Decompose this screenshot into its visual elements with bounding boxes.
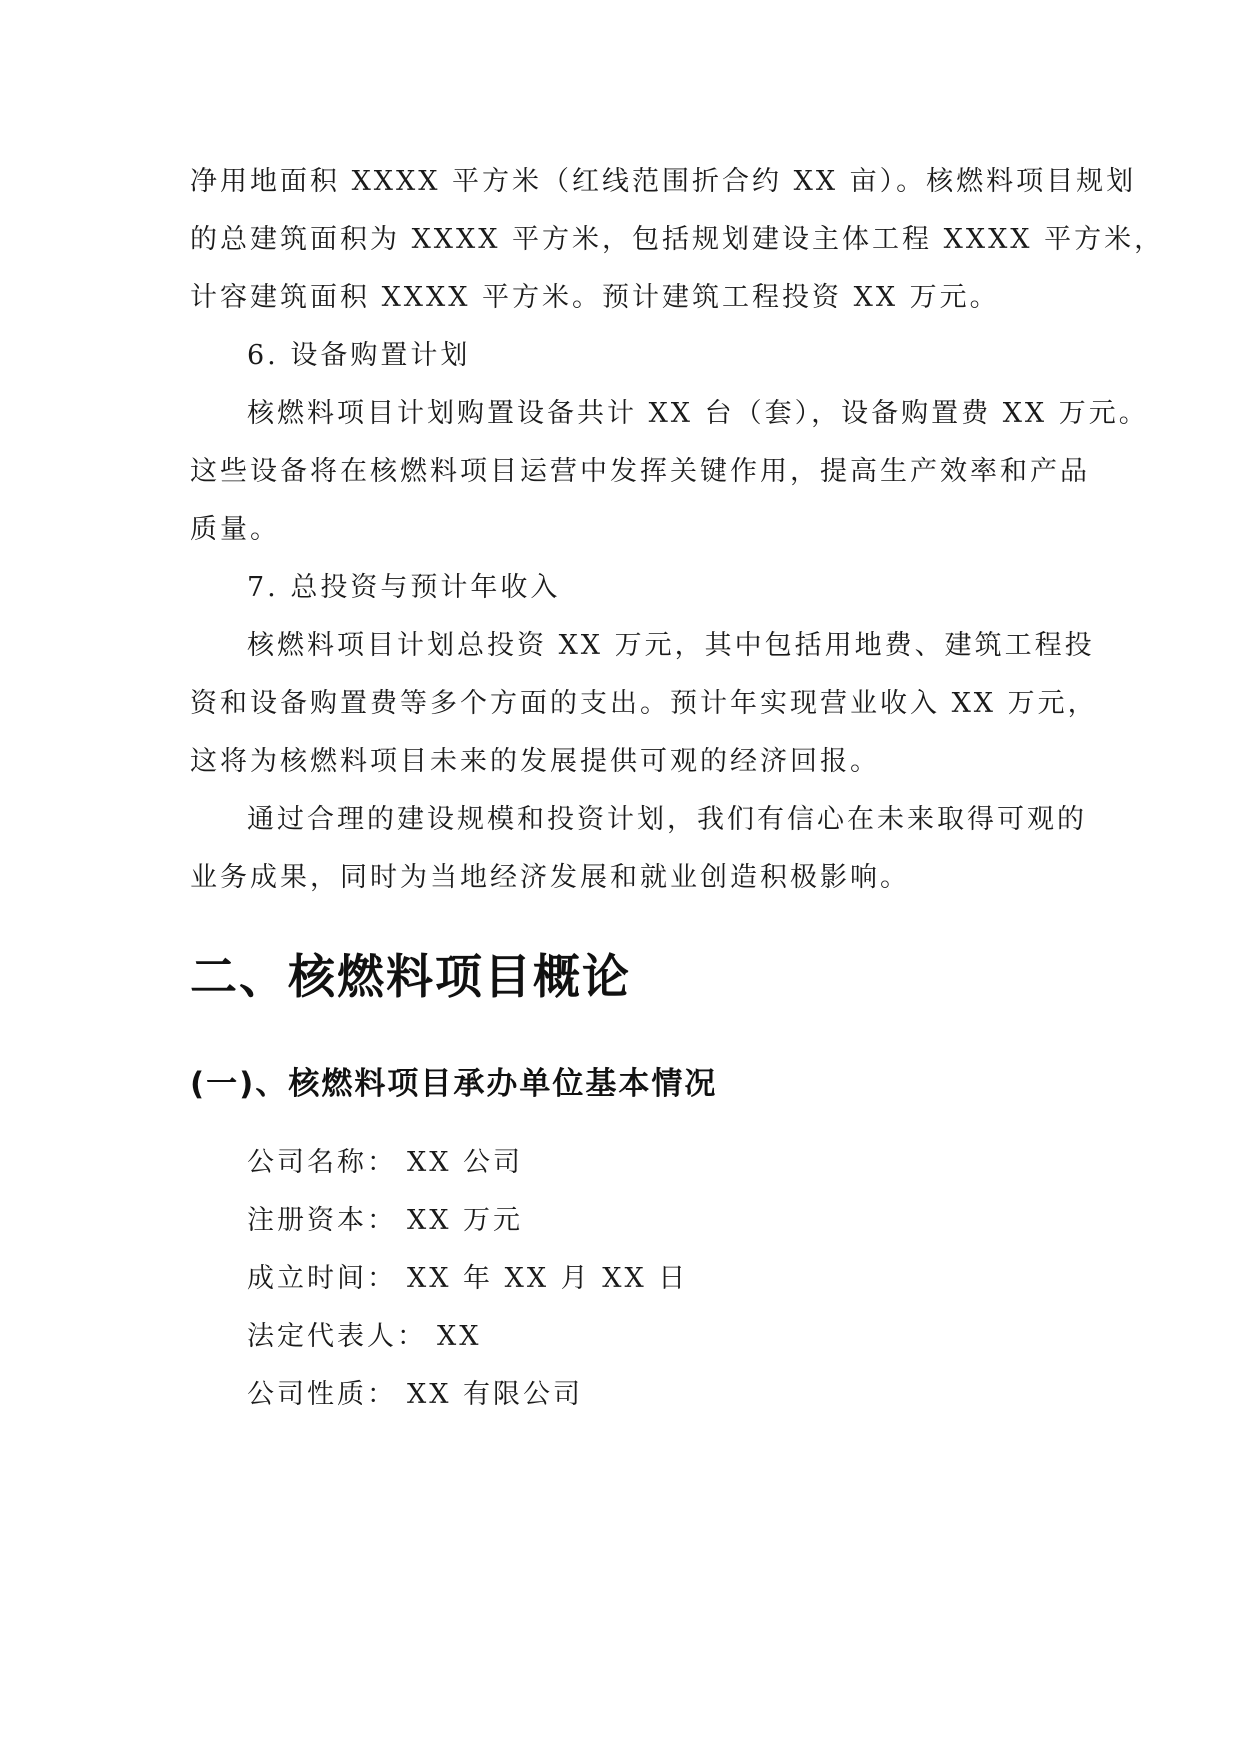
section-7-heading: 7. 总投资与预计年收入: [247, 572, 561, 603]
company-name-value: XX 公司: [407, 1147, 524, 1178]
legal-representative-label: 法定代表人：: [247, 1321, 427, 1352]
legal-representative-value: XX: [437, 1321, 482, 1352]
section-6-line-2: 这些设备将在核燃料项目运营中发挥关键作用，提高生产效率和产品: [190, 456, 1090, 487]
company-type-value: XX 有限公司: [407, 1379, 584, 1410]
section-6-line-3: 质量。: [190, 514, 280, 545]
company-name-label: 公司名称：: [247, 1147, 397, 1178]
chapter-title: 二、核燃料项目概论: [190, 950, 631, 1005]
section-6-heading: 6. 设备购置计划: [247, 340, 471, 371]
section-7-line-1: 核燃料项目计划总投资 XX 万元，其中包括用地费、建筑工程投: [247, 630, 1095, 661]
registered-capital-row: [247, 1201, 523, 1241]
company-name-row: [247, 1143, 523, 1183]
intro-line-2: 的总建筑面积为 XXXX 平方米，包括规划建设主体工程 XXXX 平方米，: [190, 224, 1165, 255]
founded-date-value: XX 年 XX 月 XX 日: [407, 1263, 689, 1294]
legal-representative-row: [247, 1317, 481, 1357]
closing-line-1: 通过合理的建设规模和投资计划，我们有信心在未来取得可观的: [247, 804, 1087, 835]
registered-capital-label: 注册资本：: [247, 1205, 397, 1236]
intro-line-1: 净用地面积 XXXX 平方米（红线范围折合约 XX 亩）。核燃料项目规划: [190, 166, 1137, 197]
section-7-line-3: 这将为核燃料项目未来的发展提供可观的经济回报。: [190, 746, 880, 777]
section-6-line-1: 核燃料项目计划购置设备共计 XX 台（套），设备购置费 XX 万元。: [247, 398, 1149, 429]
founded-date-label: 成立时间：: [247, 1263, 397, 1294]
registered-capital-value: XX 万元: [407, 1205, 524, 1236]
section-7-line-2: 资和设备购置费等多个方面的支出。预计年实现营业收入 XX 万元，: [190, 688, 1098, 719]
closing-line-2: 业务成果，同时为当地经济发展和就业创造积极影响。: [190, 862, 910, 893]
subsection-title: (一)、核燃料项目承办单位基本情况: [190, 1066, 718, 1102]
company-type-row: [247, 1375, 583, 1415]
founded-date-row: [247, 1259, 688, 1299]
intro-line-3: 计容建筑面积 XXXX 平方米。预计建筑工程投资 XX 万元。: [190, 282, 1000, 313]
company-type-label: 公司性质：: [247, 1379, 397, 1410]
